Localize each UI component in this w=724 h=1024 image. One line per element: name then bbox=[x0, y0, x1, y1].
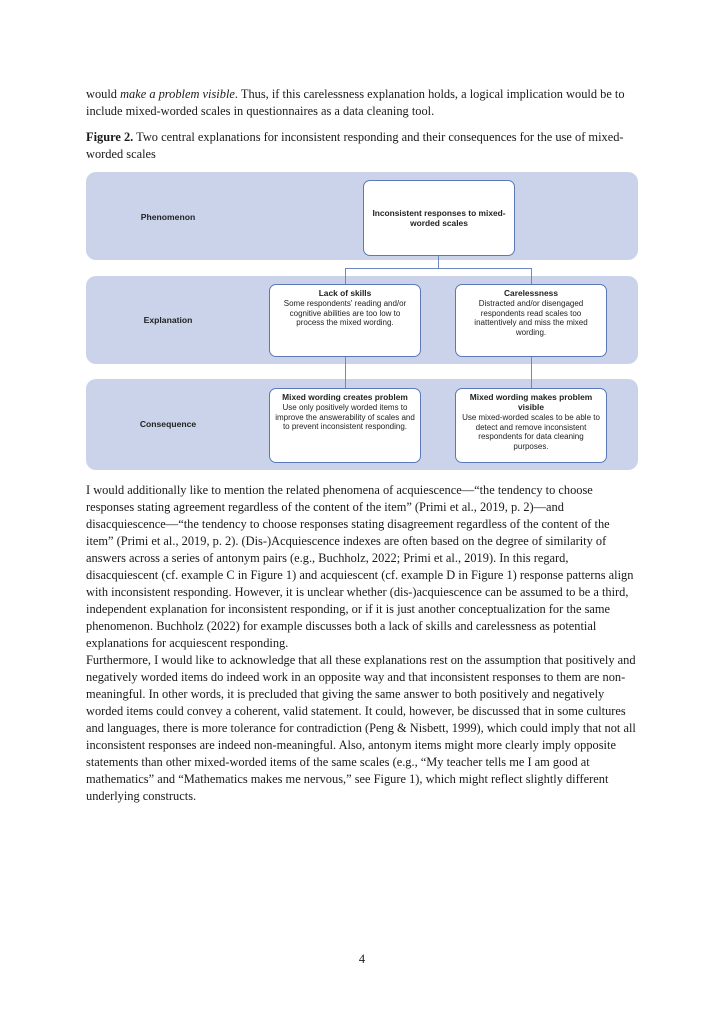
consequence-box-body: Use mixed-worded scales to be able to detect and remove inconsistent respondents for data cleaning purposes. bbox=[462, 413, 600, 451]
connector-horizontal bbox=[345, 268, 531, 269]
paragraph-acquiescence-text: I would additionally like to mention the related phenomena of acquiescence—“the tendency to choose responses stating agreement regardless of the content of the item” (Primi et al., 2019, p. 2)—and disacquiescence—“the tendency to choose responses stating disagreement regardless of the content of the item” (Primi et al., 2019, p. 2). (Dis-)Acquiescence indexes are often based on the degree of similarity of answers across a series of antonym pairs (e.g., Buchholz, 2022; Primi et al., 2019). In this regard, disacquiescent (cf. example C in Figure 1) and acquiescent (cf. example D in Figure 1) response patterns align with inconsistent responding. However, it is unclear whether (dis-)acquiescence can be assumed to be a third, independent explanation for inconsistent responding, or if it is just another conceptualization for the same phenomenon. Buchholz (2022) for example discusses both a lack of skills and carelessness as potential explanations for acquiescent responding. bbox=[86, 483, 634, 650]
connector-right-down bbox=[531, 268, 532, 284]
row-label-explanation: Explanation bbox=[143, 315, 193, 325]
figure-caption-text: Two central explanations for inconsistent responding and their consequences for the use of mixed-worded scales bbox=[86, 130, 624, 161]
explanation-box-lack-of-skills bbox=[269, 284, 421, 357]
explanation-box-body: Some respondents' reading and/or cognitive abilities are too low to process the mixed wording. bbox=[283, 299, 407, 328]
row-label-consequence: Consequence bbox=[139, 419, 197, 429]
paragraph-furthermore bbox=[86, 652, 638, 805]
explanation-box-title: Carelessness bbox=[503, 288, 558, 298]
explanation-box-title: Lack of skills bbox=[318, 288, 372, 298]
page-number: 4 bbox=[358, 952, 366, 966]
connector-right-consequence bbox=[531, 356, 532, 388]
figure-caption bbox=[86, 129, 638, 163]
row-label-phenomenon: Phenomenon bbox=[140, 212, 196, 222]
connector-left-down bbox=[345, 268, 346, 284]
figure-diagram bbox=[86, 172, 638, 472]
figure-label: Figure 2. bbox=[86, 130, 134, 144]
connector-phenomenon-down bbox=[438, 255, 439, 269]
paragraph-acquiescence bbox=[86, 482, 638, 652]
consequence-box-title: Mixed wording creates problem bbox=[282, 392, 408, 402]
explanation-box-body: Distracted and/or disengaged respondents read scales too inattentively and miss the mixed wording. bbox=[474, 299, 588, 337]
paragraph-top-emphasis: make a problem visible bbox=[120, 87, 235, 101]
paragraph-top-end: . Thus, if this carelessness explanation holds, a logical implication would be to include mixed-worded scales in questionnaires as a data cleaning tool. bbox=[86, 87, 625, 118]
explanation-box-carelessness bbox=[455, 284, 607, 357]
paragraph-top-start: would bbox=[86, 87, 121, 101]
paragraph-furthermore-text: Furthermore, I would like to acknowledge that all these explanations rest on the assumption that positively and negatively worded items do indeed work in an opposite way and that inconsistent responses to them are non-meaningful. In other words, it is precluded that giving the same answer to both positively and negatively worded items could convey a coherent, valid statement. It could, however, be discussed that in some cultures and languages, there is more tolerance for contradiction (Peng & Nisbett, 1999), which could imply that not all inconsistent responses are indeed non-meaningful. Also, antonym items might more clearly imply opposite statements than other mixed-worded items of the same scales (e.g., “My teacher tells me I am good at mathematics” and “Mathematics makes me nervous,” see Figure 1), which might reflect slightly different underlying constructs. bbox=[86, 653, 636, 803]
consequence-box-creates-problem bbox=[269, 388, 421, 463]
paragraph-top bbox=[86, 86, 638, 120]
phenomenon-box-text: Inconsistent responses to mixed-worded scales bbox=[372, 207, 506, 228]
phenomenon-box bbox=[363, 180, 515, 256]
consequence-box-body: Use only positively worded items to improve the answerability of scales and to prevent inconsistent responding. bbox=[275, 403, 415, 432]
connector-left-consequence bbox=[345, 356, 346, 388]
consequence-box-makes-visible bbox=[455, 388, 607, 463]
consequence-box-title: Mixed wording makes problem visible bbox=[469, 392, 593, 412]
